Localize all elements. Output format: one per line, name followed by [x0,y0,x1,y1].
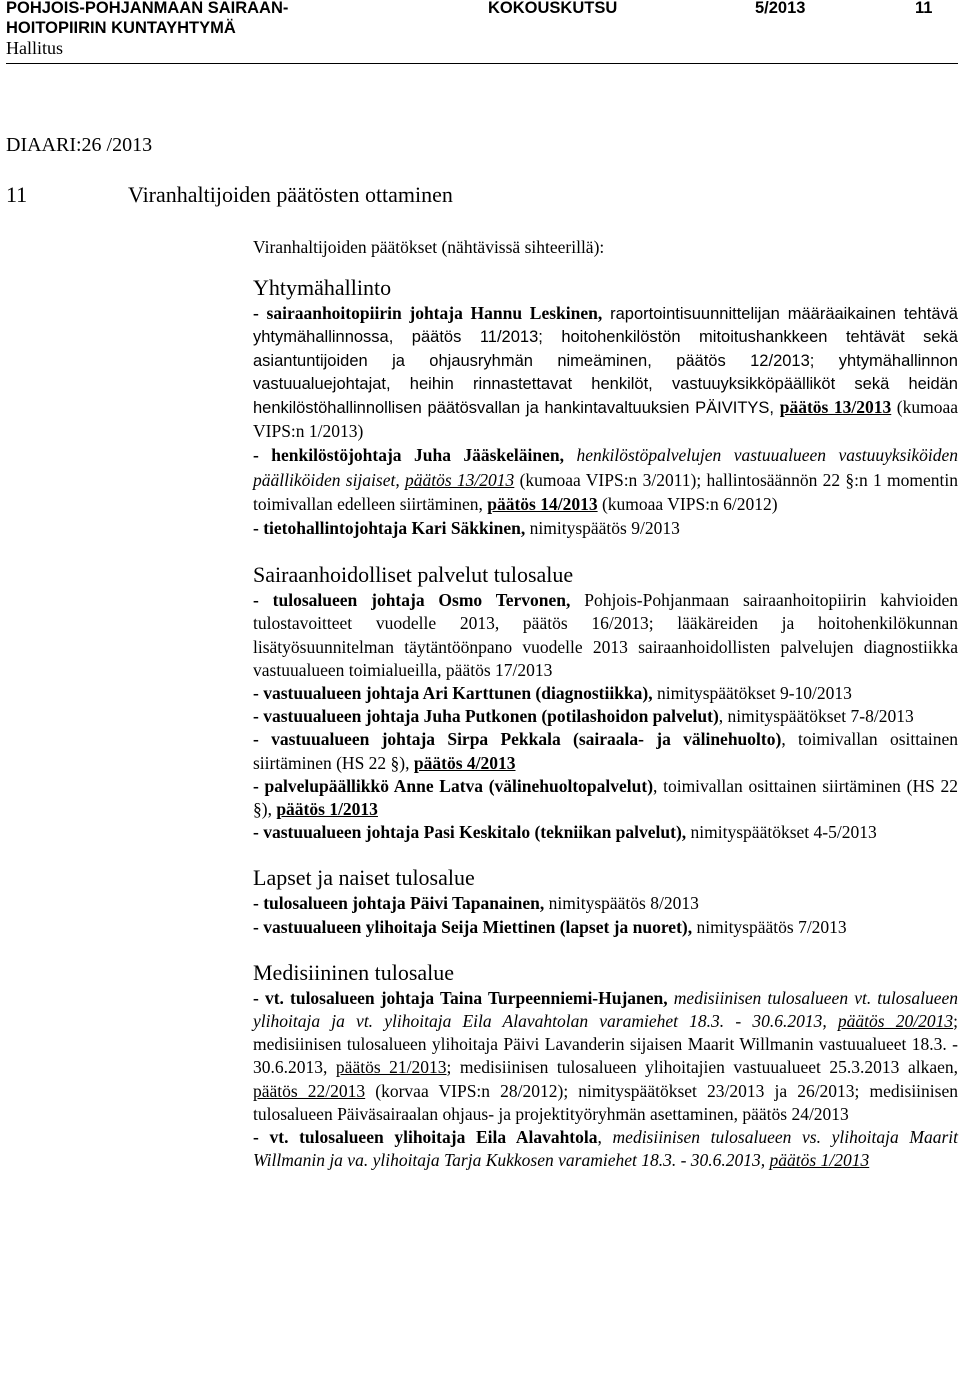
page-header [0,0,960,40]
agenda-item-number: 11 [6,182,28,207]
decision-entry [253,728,958,774]
official-name: - sairaanhoitopiirin johtaja Hannu Leskinen, [253,303,603,324]
official-name: - henkilöstöjohtaja Juha Jääskeläinen, [253,445,565,466]
section-medisiininen [253,959,958,1173]
decision-link[interactable]: päätös 14/2013 [487,493,598,514]
official-name: - vt. tulosalueen johtaja Taina Turpeenniemi-Hujanen, [253,987,668,1008]
entry-text: (kumoaa VIPS:n 6/2012) [597,493,778,514]
decision-link[interactable]: päätös 21/2013 [335,1057,447,1078]
official-name: - tulosalueen johtaja Päivi Tapanainen, [253,893,545,914]
official-name: - tulosalueen johtaja Osmo Tervonen, [253,590,571,611]
official-name: - vastuualueen johtaja Ari Karttunen (diagnostiikka), [253,683,653,704]
document-type: KOKOUSKUTSU [488,0,618,17]
entry-text: nimityspäätökset 4-5/2013 [686,822,877,843]
entry-text: (korvaa VIPS:n 28/2012); nimityspäätökset 23/2013 ja 26/2013; medisiinisen tulosalueen Päiväsairaalan ohjaus- ja projektityöryhmän asettaminen, päätös 24/2013 [253,1080,958,1124]
decision-entry [253,705,958,728]
entry-text: ; medisiinisen tulosalueen ylihoitajien vastuualueet 25.3.2013 alkaen, [446,1057,958,1078]
decision-entry [253,916,958,939]
entry-italic-text: medisiinisen tulosalueen vs. ylihoitaja Maarit Willmanin ja va. ylihoitaja Tarja Kukkosen varamiehet 18.3. - 30.6.2013, [253,1127,958,1171]
entry-text: ; medisiinisen tulosalueen ylihoitaja Päivi Lavanderin sijaisen Maarit Willmanin vastuualueet 18.3. - 30.6.2013, [253,1011,958,1078]
entry-text: , nimityspäätökset 7-8/2013 [718,706,914,727]
decision-entry [253,987,958,1126]
official-name: - vastuualueen johtaja Sirpa Pekkala (sairaala- ja välinehuolto) [253,729,782,750]
decision-link[interactable]: päätös 22/2013 [253,1080,366,1101]
entry-italic-text: henkilöstöpalvelujen vastuualueen vastuuyksiköiden päälliköiden sijaiset, [253,445,958,490]
section-yhtymahallinto [253,274,958,541]
official-name: - palvelupäällikkö Anne Latva (välinehuoltopalvelut) [253,775,654,796]
official-name: - vastuualueen ylihoitaja Seija Miettinen (lapset ja nuoret), [253,916,693,937]
entry-text: (kumoaa VIPS:n 3/2011); hallintosäännön 22 §:n 1 momentin toimivallan edelleen siirtäminen, [253,469,958,514]
decision-link[interactable]: päätös 1/2013 [769,1150,870,1171]
section-sairaanhoidolliset-palvelut [253,561,958,844]
entry-text: nimityspäätös 9/2013 [525,518,680,539]
decision-link[interactable]: päätös 13/2013 [779,397,892,418]
decision-link[interactable]: päätös 1/2013 [276,799,378,820]
entry-text: nimityspäätös 8/2013 [544,893,699,914]
official-name: - vt. tulosalueen ylihoitaja Eila Alavahtola [253,1127,598,1148]
decision-entry [253,517,958,541]
entry-text: nimityspäätös 7/2013 [692,916,847,937]
page-number: 11 [915,0,933,17]
organization-name-line2: HOITOPIIRIN KUNTAYHTYMÄ [6,19,236,37]
decision-entry [253,444,958,517]
decision-entry [253,302,958,444]
section-heading: Lapset ja naiset tulosalue [253,865,475,891]
organization-name [6,0,288,38]
entry-text: , toimivallan osittainen siirtäminen (HS 22 §), [253,729,958,773]
decision-entry [253,589,958,682]
decision-link[interactable]: päätös 4/2013 [413,752,516,773]
decision-entry [253,682,958,705]
section-lapset-ja-naiset [253,864,958,938]
entry-text: , [597,1127,602,1148]
decision-entry [253,775,958,821]
organization-name-line1: POHJOIS-POHJANMAAN SAIRAAN- [6,0,289,17]
entry-text: , toimivallan osittainen siirtäminen (HS 22 §), [253,775,958,820]
section-heading: Medisiininen tulosalue [253,959,455,985]
entry-text: Pohjois-Pohjanmaan sairaanhoitopiirin kahvioiden tulostavoitteet vuodelle 2013, päätös 16/2013; lääkäreiden ja hoitohenkilökunnan lisätyösuunnitelman täytäntöönpano vuodelle 2013 sairaanhoidollisten palvelujen diagnostiikka vastuualueen toimialueilla, päätös 17/2013 [253,590,958,680]
diaari-number: DIAARI:26 /2013 [6,134,153,156]
entry-italic-text: medisiinisen tulosalueen vt. tulosalueen ylihoitaja ja vt. ylihoitaja Eila Alavahtolan varamiehet 18.3. - 30.6.2013, [253,987,958,1032]
intro-text: Viranhaltijoiden päätökset (nähtävissä sihteerillä): [253,237,605,257]
meeting-number: 5/2013 [755,0,806,17]
section-heading: Yhtymähallinto [253,275,392,301]
official-name: - tietohallintojohtaja Kari Säkkinen, [253,518,526,539]
decision-entry [253,892,958,915]
document-body [253,236,958,1193]
official-name: - vastuualueen johtaja Juha Putkonen (potilashoidon palvelut) [253,706,719,727]
entry-text: nimityspäätökset 9-10/2013 [652,683,852,704]
decision-entry [253,821,958,844]
entry-text: raportointisuunnittelijan määräaikainen tehtävä yhtymähallinnossa, päätös 11/2013; hoitohenkilöstön mitoitushankkeen tehtävät sekä asiantuntijoiden ja ohjausryhmän nimeäminen, päätös 12/2013; yhtymähallinnon vastuualuejohtajat, heihin rinnastettavat henkilöt, vastuuyksikköpäälliköt sekä heidän henkilöstöhallinnollisen päätösvallan ja hankintavaltuuksien PÄIVITYS, [253,305,958,418]
decision-link[interactable]: päätös 13/2013 [405,469,515,490]
agenda-item-title: Viranhaltijoiden päätösten ottaminen [128,182,453,207]
entry-text: (kumoaa VIPS:n 1/2013) [253,397,958,442]
decision-entry [253,1126,958,1172]
decision-link[interactable]: päätös 20/2013 [837,1011,954,1032]
section-heading: Sairaanhoidolliset palvelut tulosalue [253,562,574,588]
board-label: Hallitus [6,38,63,58]
official-name: - vastuualueen johtaja Pasi Keskitalo (tekniikan palvelut), [253,822,687,843]
header-divider [6,63,958,64]
